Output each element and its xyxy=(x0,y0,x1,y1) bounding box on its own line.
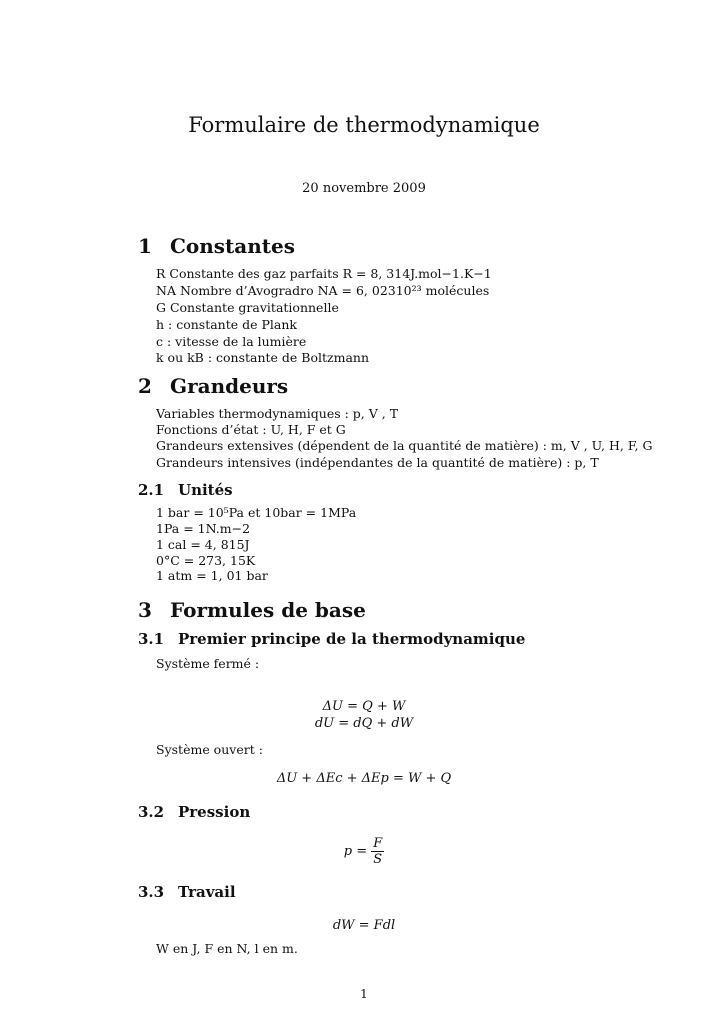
subsection-heading-pression xyxy=(138,803,250,821)
grandeur-line: Fonctions d’état : U, H, F et G xyxy=(156,422,346,437)
grandeur-line: Grandeurs intensives (indépendantes de la quantité de matière) : p, T xyxy=(156,455,599,470)
section-number: 1 xyxy=(138,234,152,258)
constant-line: c : vitesse de la lumière xyxy=(156,334,307,349)
subsection-number: 3.2 xyxy=(138,803,165,821)
constant-line: k ou kB : constante de Boltzmann xyxy=(156,350,370,365)
open-system-label: Système ouvert : xyxy=(156,742,263,757)
equation-du: dU = dQ + dW xyxy=(314,716,414,731)
subsection-number: 2.1 xyxy=(138,481,165,499)
unit-line: 0°C = 273, 15K xyxy=(156,553,256,568)
unit-line: 1Pa = 1N.m−2 xyxy=(156,521,251,536)
fraction-numerator: F xyxy=(373,836,383,851)
subsection-number: 3.1 xyxy=(138,630,165,648)
subsection-title: Travail xyxy=(178,883,236,901)
equation-travail: dW = Fdl xyxy=(332,918,396,933)
document-date: 20 novembre 2009 xyxy=(302,181,426,196)
closed-system-label: Système fermé : xyxy=(156,656,260,671)
section-heading-formules xyxy=(138,598,366,622)
subsection-heading-unites xyxy=(138,481,233,499)
subsection-title: Pression xyxy=(178,803,251,821)
equation-open-system: ΔU + ΔEc + ΔEp = W + Q xyxy=(276,771,452,786)
constant-line: h : constante de Plank xyxy=(156,317,297,332)
grandeur-line: Grandeurs extensives (dépendent de la quantité de matière) : m, V , U, H, F, G xyxy=(156,438,653,453)
subsection-number: 3.3 xyxy=(138,883,165,901)
subsection-title: Premier principe de la thermodynamique xyxy=(178,630,526,648)
section-title: Formules de base xyxy=(170,598,366,622)
subsection-heading-premier-principe xyxy=(138,630,525,648)
page-number: 1 xyxy=(360,987,368,1001)
section-number: 3 xyxy=(138,598,152,622)
fraction-denominator: S xyxy=(373,852,383,867)
fraction xyxy=(371,836,384,867)
units-note: W en J, F en N, l en m. xyxy=(156,941,298,956)
grandeur-line: Variables thermodynamiques : p, V , T xyxy=(156,406,399,421)
section-heading-constantes xyxy=(138,234,295,258)
equation-delta-u: ΔU = Q + W xyxy=(322,699,406,714)
unit-line: 1 bar = 10⁵Pa et 10bar = 1MPa xyxy=(156,505,357,520)
subsection-heading-travail xyxy=(138,883,236,901)
constant-line: NA Nombre d’Avogradro NA = 6, 02310²³ molécules xyxy=(156,283,490,298)
constant-line: R Constante des gaz parfaits R = 8, 314J.mol−1.K−1 xyxy=(156,266,492,281)
unit-line: 1 cal = 4, 815J xyxy=(156,537,250,552)
section-heading-grandeurs xyxy=(138,374,288,398)
document-title: Formulaire de thermodynamique xyxy=(188,113,540,137)
section-number: 2 xyxy=(138,374,152,398)
unit-line: 1 atm = 1, 01 bar xyxy=(156,568,268,583)
constant-line: G Constante gravitationnelle xyxy=(156,300,339,315)
section-title: Grandeurs xyxy=(170,374,289,398)
subsection-title: Unités xyxy=(178,481,233,499)
equation-pression xyxy=(0,836,728,867)
section-title: Constantes xyxy=(170,234,296,258)
equation-lhs: p = xyxy=(343,844,368,859)
